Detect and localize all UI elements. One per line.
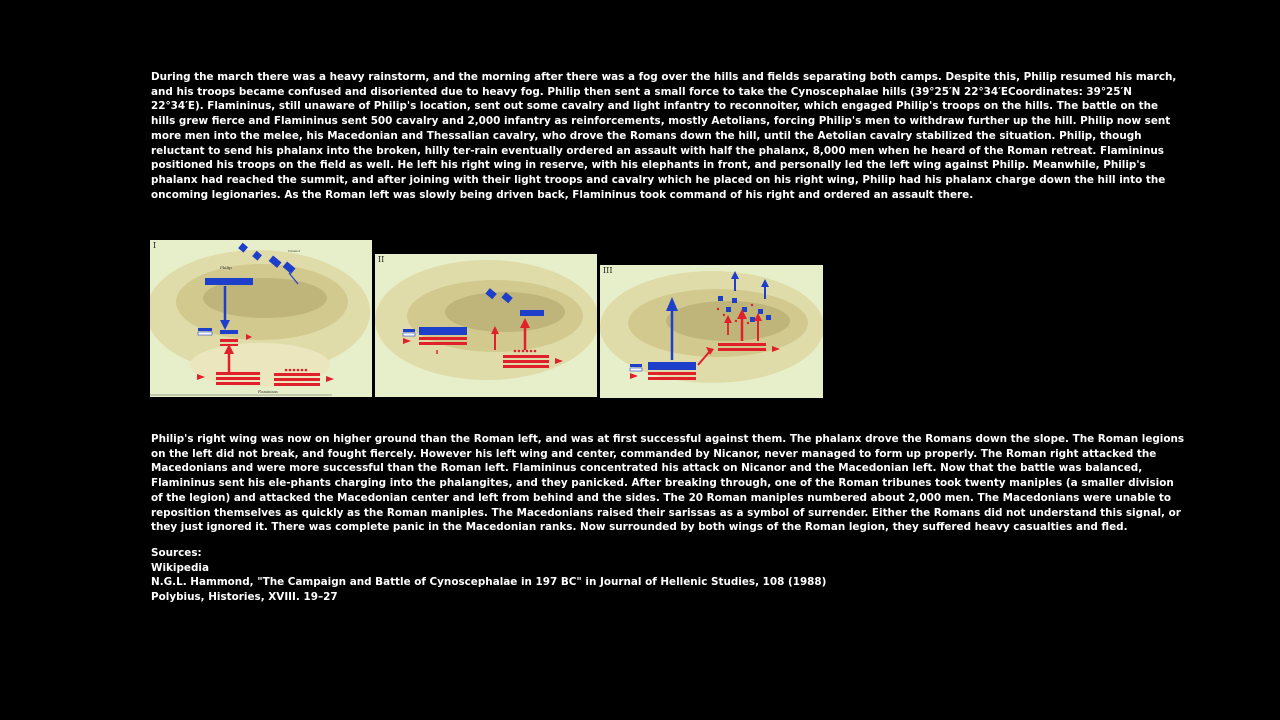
sources-section	[151, 546, 826, 605]
map-label-philip: Philip	[220, 265, 232, 270]
map-phase-numeral: I	[153, 241, 157, 250]
battle-map-1-graphic	[150, 240, 372, 397]
source-item: Polybius, Histories, XVIII. 19–27	[151, 591, 338, 604]
macedonian-cavalry	[403, 329, 415, 332]
roman-vanguard	[220, 339, 238, 342]
roman-right-wing-legion	[274, 378, 320, 381]
macedonian-cavalry	[630, 364, 642, 367]
macedonian-phalanx	[205, 278, 253, 285]
battle-map-3-graphic	[600, 265, 823, 398]
macedonian-cavalry	[198, 328, 212, 331]
map-phase-numeral: III	[603, 266, 613, 275]
roman-right-legion	[718, 343, 766, 346]
battle-map-phase-1	[150, 240, 372, 397]
map-label-nicanor: Nicanor	[288, 249, 301, 253]
roman-left-legion	[648, 372, 696, 375]
macedonian-light-troops	[220, 330, 238, 334]
roman-left-legion	[419, 337, 467, 340]
roman-left-wing-legion	[216, 382, 260, 385]
map-label-flamininus: Flamininus	[258, 390, 278, 394]
macedonian-phalanx	[648, 362, 696, 370]
map-phase-numeral: II	[378, 255, 385, 264]
roman-left-wing-legion	[216, 377, 260, 380]
battle-map-2-graphic	[375, 254, 597, 397]
article-paragraph-2: Philip's right wing was now on higher ground than the Roman left, and was at first successful against them. The phalanx drove the Romans down the slope. The Roman legions on the left did not break, and fought fiercely. However his left wing and center, commanded by Nicanor, never managed to form up properly. The Roman right attacked the Macedonians and were more successful than the Roman left. Flamininus concentrated his attack on Nicanor and the Macedonian left. Now that the battle was balanced, Flamininus sent his ele-phants charging into the phalangites, and they panicked. After breaking through, one of the Roman tribunes took twenty maniples (a smaller division of the legion) and attacked the Macedonian center and left from behind and the sides. The 20 Roman maniples numbered about 2,000 men. The Macedonians were unable to reposition themselves as quickly as the Roman maniples. The Macedonians raised their sarissas as a symbol of surrender. Either the Romans did not understand this signal, or they just ignored it. There was complete panic in the Macedonian ranks. Now surrounded by both wings of the Roman legion, they suffered heavy casualties and fled.	[151, 433, 1185, 534]
macedonian-cavalry	[198, 332, 212, 335]
sources-heading: Sources:	[151, 547, 202, 559]
roman-right-legion	[503, 355, 549, 358]
macedonian-cavalry	[403, 333, 415, 336]
roman-right-wing-legion	[274, 373, 320, 376]
macedonian-phalanx	[419, 327, 467, 335]
macedonian-left-wing	[520, 310, 544, 316]
battle-map-phase-2	[375, 254, 597, 397]
roman-right-legion	[503, 360, 549, 363]
battle-map-phase-3	[600, 265, 823, 398]
article-paragraph-1: During the march there was a heavy rainstorm, and the morning after there was a fog over the hills and fields separating both camps. Despite this, Philip resumed his march, and his troops became confused and disoriented due to heavy fog. Philip then sent a small force to take the Cynoscephalae hills (39°25′N 22°34′ECoordinates: 39°25′N 22°34′E). Flamininus, still unaware of Philip's location, sent out some cavalry and light infantry to reconnoiter, which engaged Philip's troops on the hills. The battle on the hills grew fierce and Flamininus sent 500 cavalry and 2,000 infantry as reinforcements, mostly Aetolians, forcing Philip's men to withdraw further up the hill. Philip now sent more men into the melee, his Macedonian and Thessalian cavalry, who drove the Romans down the hill, until the Aetolian cavalry stabilized the situation. Philip, though reluctant to send his phalanx into the broken, hilly ter-rain eventually ordered an assault with half the phalanx, 8,000 men when he heard of the Roman retreat. Flamininus positioned his troops on the field as well. He left his right wing in reserve, with his elephants in front, and personally led the left wing against Philip. Meanwhile, Philip's phalanx had reached the summit, and after joining with their light troops and cavalry which he placed on his right wing, Philip had his phalanx charge down the hill into the oncoming legionaries. As the Roman left was slowly being driven back, Flamininus took command of his right and ordered an assault there.	[151, 71, 1177, 201]
source-item: N.G.L. Hammond, "The Campaign and Battle of Cynoscephalae in 197 BC" in Journal of Hellenic Studies, 108 (1988)	[151, 576, 827, 589]
source-item: Wikipedia	[151, 561, 209, 574]
roman-right-legion	[503, 365, 549, 368]
roman-right-legion	[718, 348, 766, 351]
roman-right-wing-legion	[274, 383, 320, 386]
roman-left-legion	[648, 377, 696, 380]
macedonian-cavalry	[630, 368, 642, 371]
roman-left-legion	[419, 342, 467, 345]
roman-left-wing-legion	[216, 372, 260, 375]
